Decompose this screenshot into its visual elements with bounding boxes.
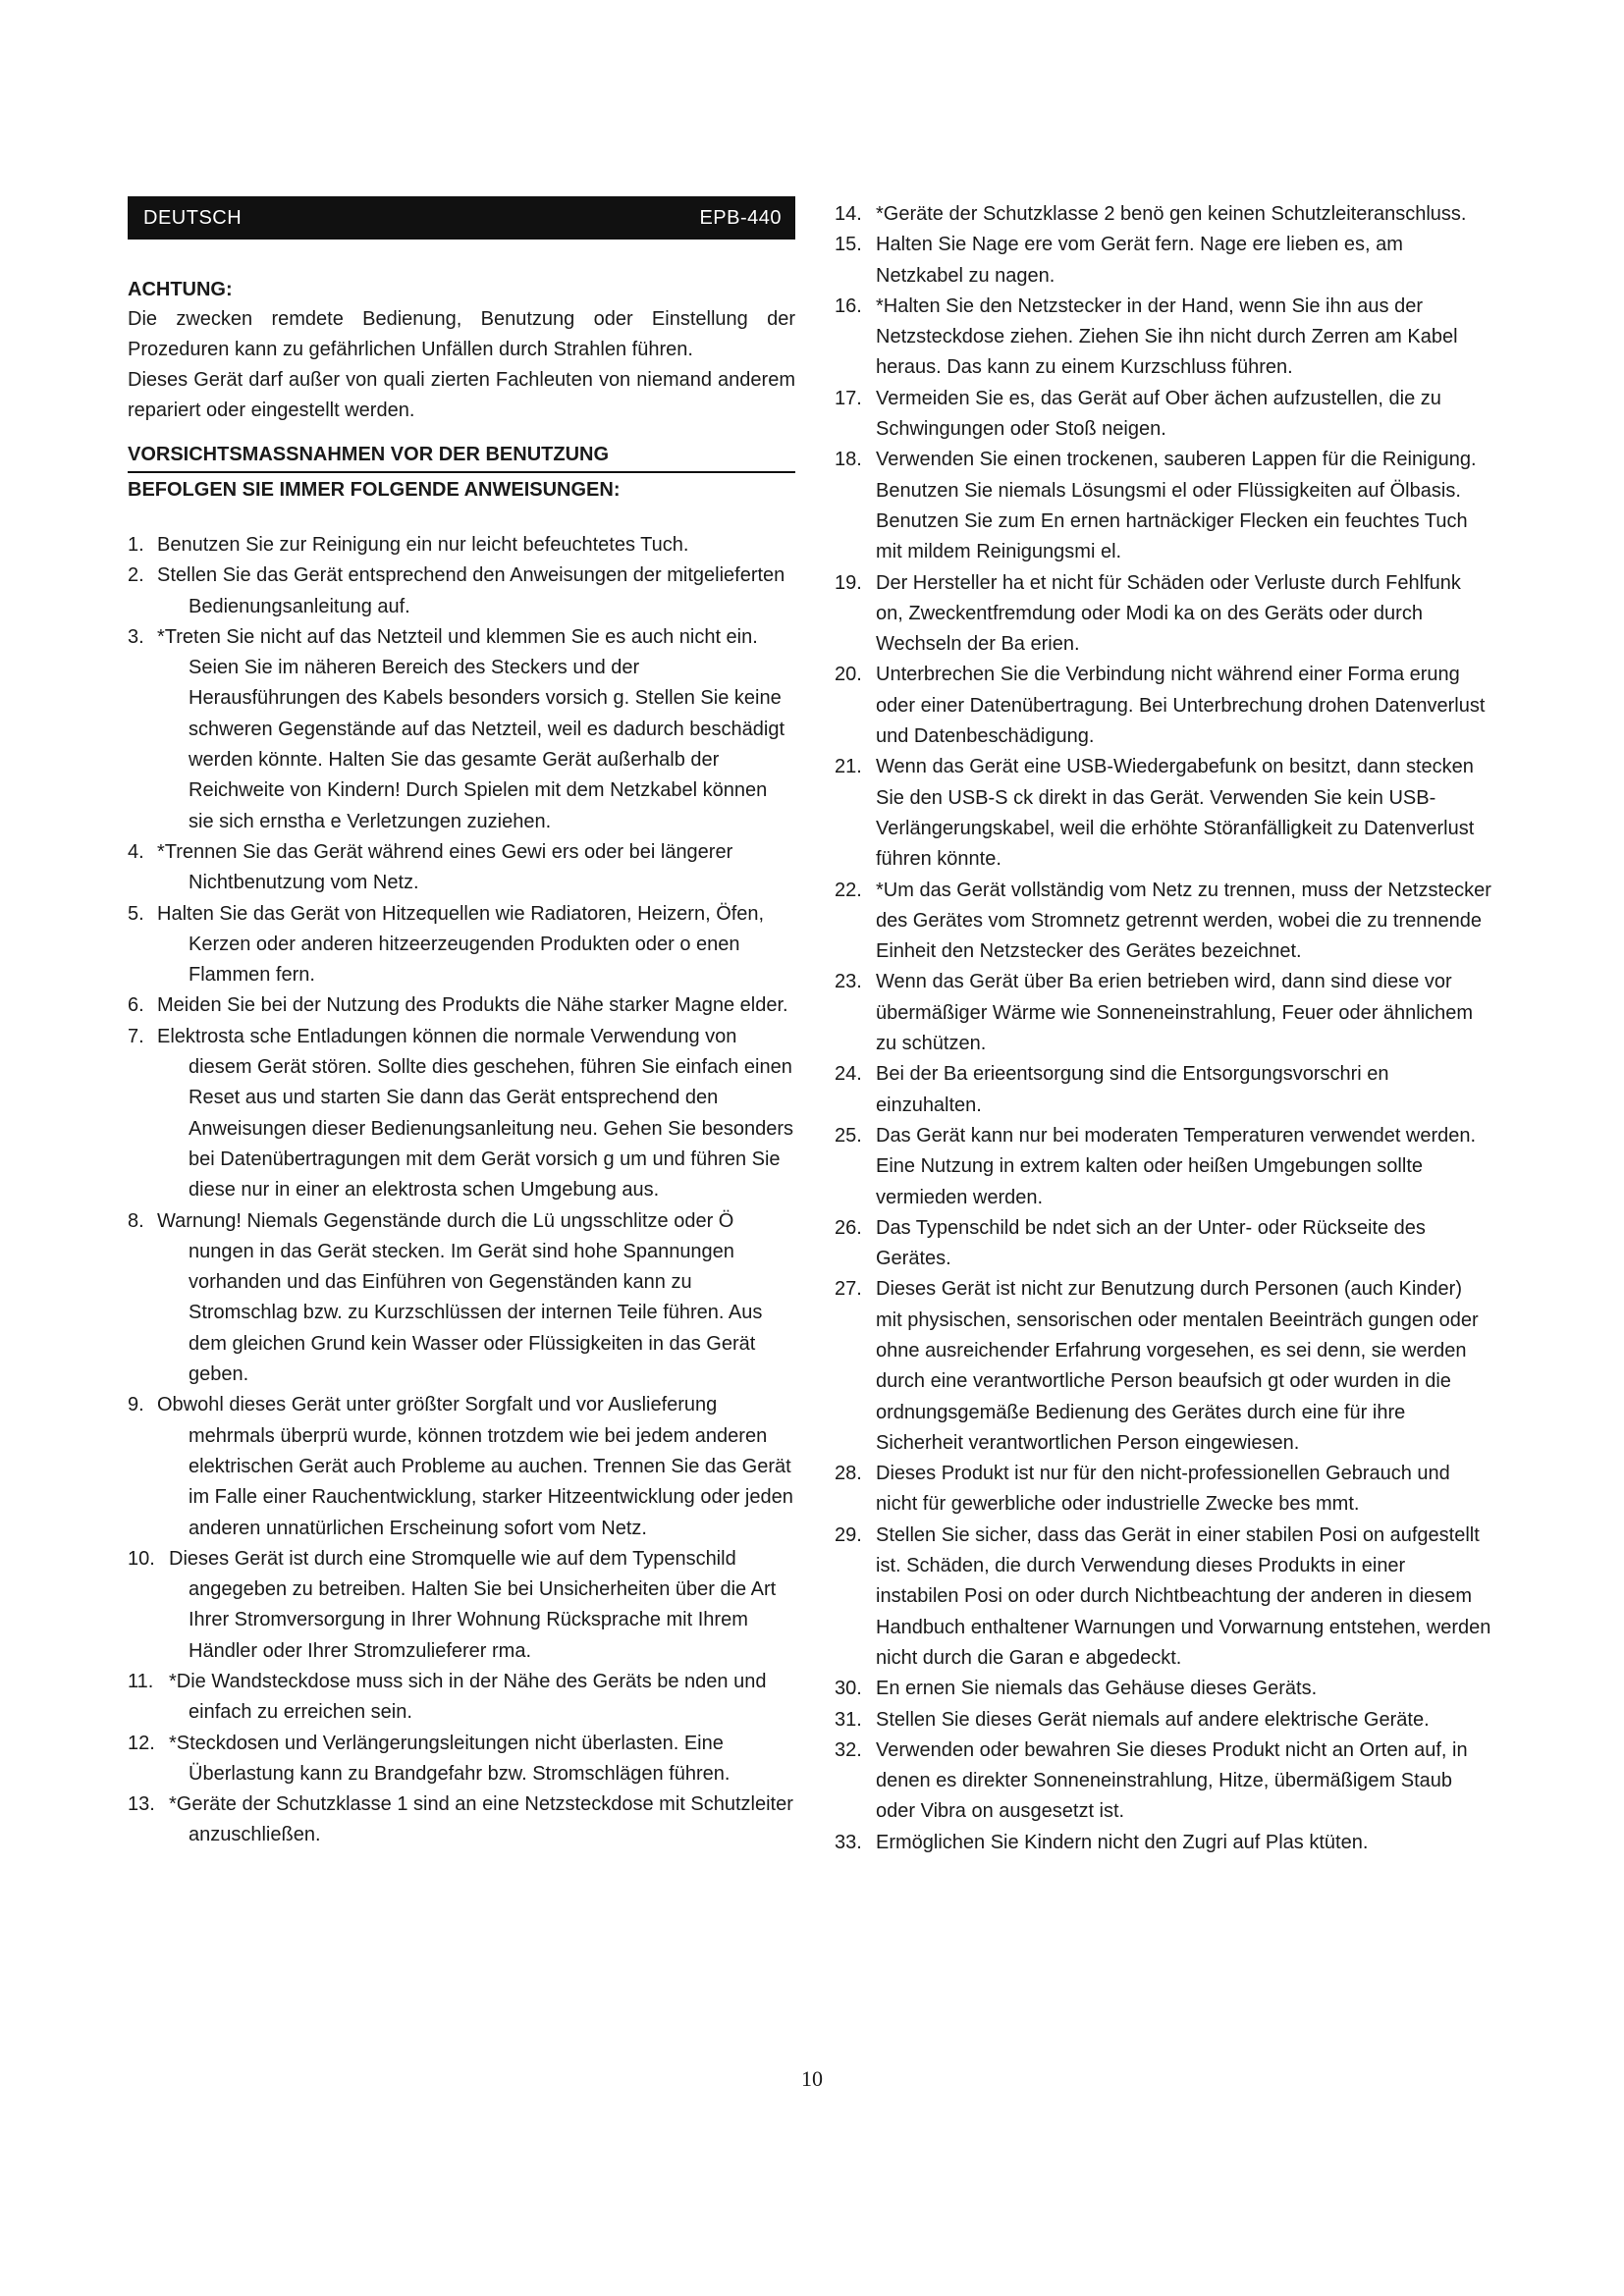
item-text: Dieses Produkt ist nur für den nicht-professionellen Gebrauch und nicht für gewerbliche oder industrielle Zwecke bes mmt. (876, 1463, 1450, 1516)
item-text: Warnung! Niemals Gegenstände durch die Lü ungsschlitze oder Ö nungen in das Gerät stecken. Im Gerät sind hohe Spannungen vorhanden und das Einführen von Gegenständen kann zu Stromschlag bzw. zu Kurzschlüssen der internen Teile führen. Aus dem gleichen Grund kein Wasser oder Flüssigkeiten in das Gerät geben. (157, 1209, 763, 1386)
instruction-list-right (835, 199, 1492, 1858)
item-text: *Treten Sie nicht auf das Netzteil und klemmen Sie es auch nicht ein. Seien Sie im näheren Bereich des Steckers und der Herausführungen des Kabels besonders vorsich g. Stellen Sie keine schweren Gegenstände auf das Netzteil, weil es dadurch beschädigt werden könnte. Halten Sie das gesamte Gerät außerhalb der Reichweite von Kindern! Durch Spielen mit dem Netzkabel können sie sich ernstha e Verletzungen zuziehen. (157, 625, 785, 832)
list-item (835, 568, 1492, 661)
item-number: 26. (835, 1216, 862, 1239)
list-item (835, 752, 1492, 875)
item-text: Vermeiden Sie es, das Gerät auf Ober ächen aufzustellen, die zu Schwingungen oder Stoß neigen. (876, 387, 1441, 441)
section-title: VORSICHTSMASSNAHMEN VOR DER BENUTZUNG (128, 440, 795, 473)
list-item (128, 1729, 795, 1790)
list-item (128, 990, 795, 1021)
item-number: 1. (128, 534, 144, 556)
item-number: 21. (835, 756, 862, 778)
list-item (835, 384, 1492, 446)
item-number: 22. (835, 879, 862, 901)
item-text: *Geräte der Schutzklasse 2 benö gen keinen Schutzleiteranschluss. (876, 203, 1467, 225)
item-text: Meiden Sie bei der Nutzung des Produkts die Nähe starker Magne elder. (157, 994, 788, 1017)
list-item (835, 1459, 1492, 1521)
item-text: Ermöglichen Sie Kindern nicht den Zugri auf Plas ktüten. (876, 1831, 1369, 1853)
item-text: Verwenden Sie einen trockenen, sauberen Lappen für die Reinigung. Benutzen Sie niemals Lösungsmi el oder Flüssigkeiten auf Ölbasis. Benutzen Sie zum En ernen hartnäckiger Flecken ein feuchtes Tuch mit mildem Reinigungsmi el. (876, 449, 1477, 563)
list-item (128, 837, 795, 899)
list-item (128, 1544, 795, 1667)
item-text: Halten Sie das Gerät von Hitzequellen wie Radiatoren, Heizern, Öfen, Kerzen oder anderen hitzeerzeugenden Produkten oder o enen Flammen fern. (157, 902, 765, 987)
item-text: Dieses Gerät ist nicht zur Benutzung durch Personen (auch Kinder) mit physischen, sensorischen oder mentalen Beeinträch gungen oder ohne ausreichender Erfahrung vorgesehen, es sei denn, sie werden durch eine verantwortliche Person beaufsich gt oder wurden in die ordnungsgemäße Bedienung des Gerätes durch eine für ihre Sicherheit verantwortlichen Person eingewiesen. (876, 1278, 1479, 1454)
list-item (128, 561, 795, 622)
list-item (835, 1521, 1492, 1674)
item-number: 2. (128, 564, 144, 587)
list-item (128, 1789, 795, 1851)
item-number: 18. (835, 449, 862, 471)
list-item (835, 1674, 1492, 1704)
item-number: 32. (835, 1738, 862, 1761)
right-column (835, 199, 1492, 1858)
list-item (128, 899, 795, 991)
item-text: Obwohl dieses Gerät unter größter Sorgfalt und vor Auslieferung mehrmals überprü wurde, können trotzdem wie bei jedem anderen elektrischen Gerät auch Probleme au auchen. Trennen Sie das Gerät im Falle einer Rauchentwicklung, starker Hitzeentwicklung oder jeden anderen unnatürlichen Erscheinung sofort vom Netz. (157, 1394, 793, 1539)
item-number: 15. (835, 234, 862, 256)
item-text: Dieses Gerät ist durch eine Stromquelle wie auf dem Typenschild angegeben zu betreiben. Halten Sie bei Unsicherheiten über die Art Ihrer Stromversorgung in Ihrer Wohnung Rücksprache mit Ihrem Händler oder Ihrer Stromzulieferer rma. (169, 1547, 777, 1662)
item-text: *Die Wandsteckdose muss sich in der Nähe des Geräts be nden und einfach zu erreichen sein. (169, 1670, 767, 1724)
list-item (128, 1390, 795, 1543)
item-text: Wenn das Gerät über Ba erien betrieben wird, dann sind diese vor übermäßiger Wärme wie Sonneneinstrahlung, Feuer oder ähnlichem zu schützen. (876, 971, 1474, 1055)
list-item (835, 292, 1492, 384)
item-number: 11. (128, 1670, 154, 1692)
item-text: Stellen Sie dieses Gerät niemals auf andere elektrische Geräte. (876, 1708, 1430, 1731)
item-text: Wenn das Gerät eine USB-Wiedergabefunk on besitzt, dann stecken Sie den USB-S ck direkt in das Gerät. Verwenden Sie kein USB-Verlängerungskabel, weil die erhöhte Störanfälligkeit zu Datenverlust führen könnte. (876, 756, 1475, 871)
item-number: 13. (128, 1793, 155, 1816)
list-item (835, 1059, 1492, 1121)
list-item (128, 622, 795, 837)
item-number: 24. (835, 1063, 862, 1086)
list-item (835, 967, 1492, 1059)
list-item (835, 660, 1492, 752)
page-number: 10 (801, 2066, 823, 2091)
item-number: 23. (835, 971, 862, 993)
item-number: 7. (128, 1025, 144, 1047)
item-number: 33. (835, 1831, 862, 1853)
item-number: 29. (835, 1523, 862, 1546)
item-text: Bei der Ba erieentsorgung sind die Entsorgungsvorschri en einzuhalten. (876, 1063, 1389, 1116)
item-number: 17. (835, 387, 862, 409)
item-text: Unterbrechen Sie die Verbindung nicht während einer Forma erung oder einer Datenübertragung. Bei Unterbrechung drohen Datenverlust und Datenbeschädigung. (876, 664, 1486, 748)
list-item (835, 1274, 1492, 1459)
item-number: 16. (835, 294, 862, 317)
item-number: 10. (128, 1547, 155, 1570)
item-number: 28. (835, 1463, 862, 1485)
model-label: EPB-440 (699, 206, 782, 229)
list-item (835, 1213, 1492, 1275)
left-column (128, 196, 795, 1851)
item-number: 14. (835, 203, 862, 225)
list-item (128, 1667, 795, 1729)
item-text: Stellen Sie sicher, dass das Gerät in einer stabilen Posi on aufgestellt ist. Schäden, die durch Verwendung dieses Produkts in einer instabilen Posi on oder durch Nichtbeachtung der anderen in diesem Handbuch enthaltener Warnungen und Vorwarnung entstehen, werden nicht durch die Garan e abgedeckt. (876, 1523, 1491, 1669)
item-text: *Halten Sie den Netzstecker in der Hand, wenn Sie ihn aus der Netzsteckdose ziehen. Ziehen Sie ihn nicht durch Zerren am Kabel heraus. Das kann zu einem Kurzschluss führen. (876, 294, 1458, 379)
item-text: Der Hersteller ha et nicht für Schäden oder Verluste durch Fehlfunk on, Zweckentfremdung oder Modi ka on des Geräts oder durch Wechseln der Ba erien. (876, 571, 1461, 656)
list-item (835, 1121, 1492, 1213)
warning-title: ACHTUNG: (128, 279, 233, 300)
list-item (835, 445, 1492, 567)
item-number: 27. (835, 1278, 862, 1301)
list-item (835, 1705, 1492, 1735)
item-number: 31. (835, 1708, 862, 1731)
language-label: DEUTSCH (143, 206, 243, 229)
item-text: Verwenden oder bewahren Sie dieses Produkt nicht an Orten auf, in denen es direkter Sonneneinstrahlung, Hitze, übermäßigem Staub oder Vibra on ausgesetzt ist. (876, 1738, 1468, 1823)
item-number: 8. (128, 1209, 144, 1232)
language-header-bar (128, 196, 795, 240)
item-text: Elektrosta sche Entladungen können die normale Verwendung von diesem Gerät stören. Sollte dies geschehen, führen Sie einfach einen Reset aus und starten Sie dann das Gerät entsprechend den Anweisungen dieser Bedienungsanleitung neu. Gehen Sie besonders bei Datenübertragungen mit dem Gerät vorsich g um und führen Sie diese nur in einer an elektrosta schen Umgebung aus. (157, 1025, 794, 1201)
item-number: 30. (835, 1678, 862, 1700)
warning-paragraph-1: Die zwecken remdete Bedienung, Benutzung oder Einstellung der Prozeduren kann zu gefährlichen Unfällen durch Strahlen führen. (128, 308, 795, 360)
item-number: 6. (128, 994, 144, 1017)
section-subtitle: BEFOLGEN SIE IMMER FOLGENDE ANWEISUNGEN: (128, 479, 621, 501)
item-number: 5. (128, 902, 144, 925)
item-text: *Trennen Sie das Gerät während eines Gewi ers oder bei längerer Nichtbenutzung vom Netz. (157, 840, 733, 894)
item-text: Das Typenschild be ndet sich an der Unter- oder Rückseite des Gerätes. (876, 1216, 1426, 1270)
item-number: 9. (128, 1394, 144, 1416)
list-item (835, 1828, 1492, 1858)
warning-text (128, 304, 795, 426)
item-number: 4. (128, 840, 144, 863)
item-number: 3. (128, 625, 144, 648)
list-item (835, 1735, 1492, 1828)
item-text: Das Gerät kann nur bei moderaten Temperaturen verwendet werden. Eine Nutzung in extrem kalten oder heißen Umgebungen sollte vermieden werden. (876, 1124, 1477, 1208)
list-item (128, 1022, 795, 1206)
instruction-list-left (128, 530, 795, 1851)
item-text: *Steckdosen und Verlängerungsleitungen nicht überlasten. Eine Überlastung kann zu Brandgefahr bzw. Stromschlägen führen. (169, 1732, 731, 1785)
item-number: 19. (835, 571, 862, 594)
list-item (128, 1206, 795, 1391)
list-item (835, 230, 1492, 292)
item-text: Stellen Sie das Gerät entsprechend den Anweisungen der mitgelieferten Bedienungsanleitung auf. (157, 564, 785, 617)
warning-paragraph-2: Dieses Gerät darf außer von quali zierten Fachleuten von niemand anderem repariert oder eingestellt werden. (128, 369, 795, 421)
item-text: *Um das Gerät vollständig vom Netz zu trennen, muss der Netzstecker des Gerätes vom Stromnetz getrennt werden, wobei die zu trennende Einheit den Netzstecker des Gerätes bezeichnet. (876, 879, 1491, 963)
item-text: Benutzen Sie zur Reinigung ein nur leicht befeuchtetes Tuch. (157, 534, 689, 556)
item-number: 12. (128, 1732, 155, 1754)
list-item (128, 530, 795, 561)
item-text: Halten Sie Nage ere vom Gerät fern. Nage ere lieben es, am Netzkabel zu nagen. (876, 234, 1403, 287)
item-number: 20. (835, 664, 862, 686)
item-number: 25. (835, 1124, 862, 1147)
list-item (835, 876, 1492, 968)
item-text: En ernen Sie niemals das Gehäuse dieses Geräts. (876, 1678, 1318, 1700)
item-text: *Geräte der Schutzklasse 1 sind an eine Netzsteckdose mit Schutzleiter anzuschließen. (169, 1793, 793, 1846)
list-item (835, 199, 1492, 230)
